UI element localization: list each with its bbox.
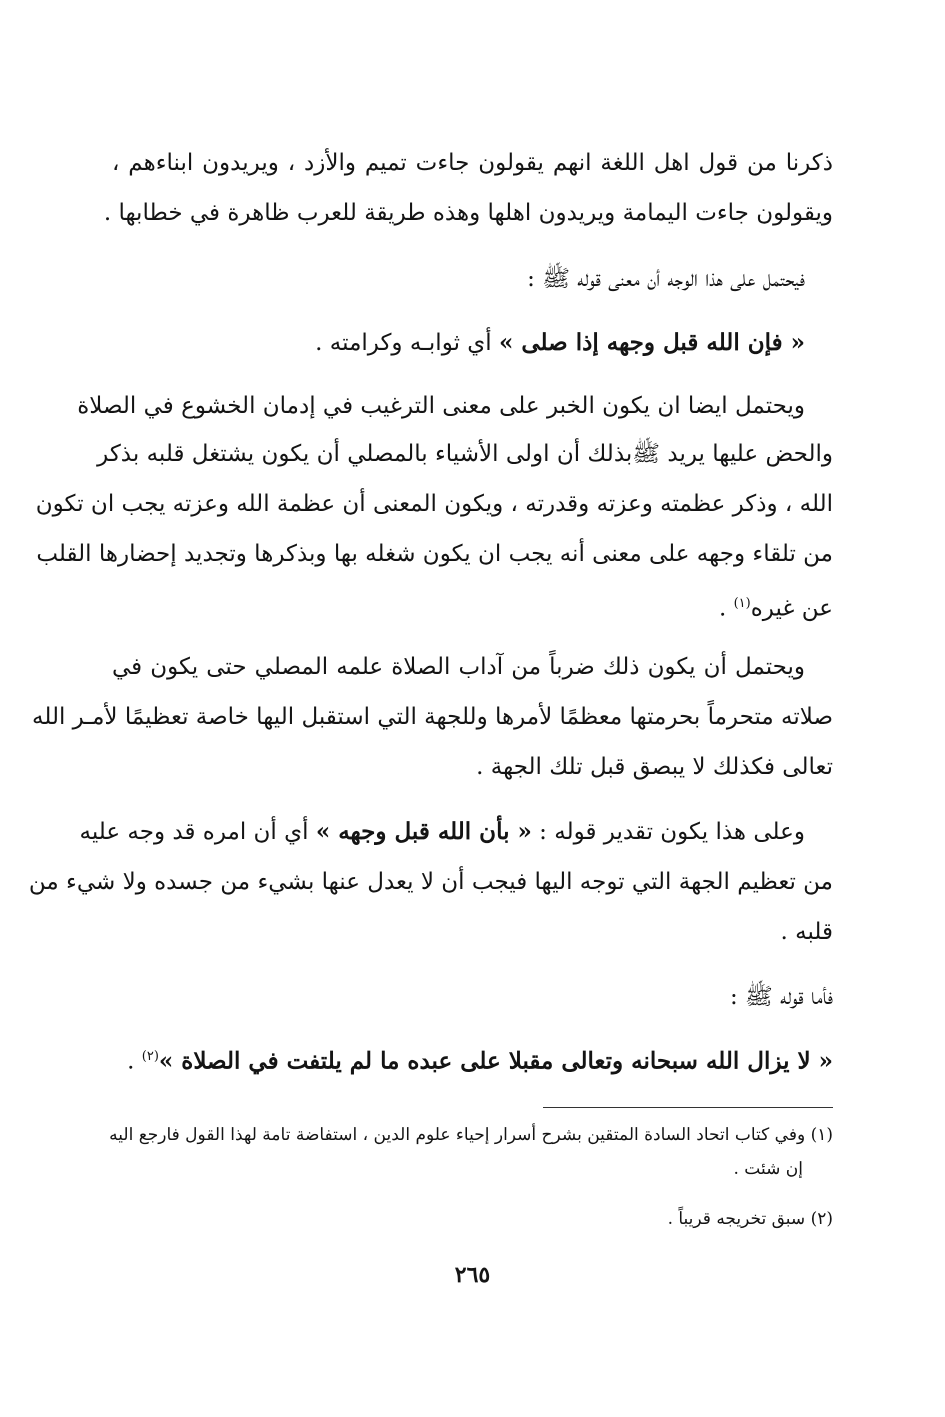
hadith-quote-line	[112, 326, 805, 360]
text-line: قلبه .	[780, 919, 833, 945]
text-line: صلاته متحرماً بحرمتها معظمًا لأمرها وللجهة التي استقبل اليها خاصة تعظيمًا لأمـر الله	[32, 704, 833, 730]
text-line: فأما قوله ﷺ :	[729, 984, 833, 1010]
text-line: ويقولون جاءت اليمامة ويريدون اهلها وهذه طريقة للعرب ظاهرة في خطابها .	[103, 200, 833, 226]
text-line: ويحتمل ايضا ان يكون الخبر على معنى الترغيب في إدمان الخشوع في الصلاة	[77, 393, 805, 419]
text-span: وعلى هذا يكون تقدير قوله :	[531, 819, 805, 845]
text-line: فيحتمل على هذا الوجه أن معنى قوله ﷺ :	[527, 266, 805, 292]
footnote-marker: (٢)	[141, 1049, 159, 1064]
text-line	[79, 815, 805, 849]
text-span: أي ثوابـه وكرامته .	[315, 330, 499, 356]
footnote-divider	[543, 1107, 833, 1108]
footnote-line: (٢) سبق تخريجه قريباً .	[667, 1209, 833, 1229]
text-line: ويحتمل أن يكون ذلك ضرباً من آداب الصلاة علمه المصلي حتى يكون في	[112, 654, 805, 680]
text-line: من تعظيم الجهة التي توجه اليها فيجب أن لا يعدل عنها بشيء من جسده ولا شيء من	[28, 869, 833, 895]
text-span: عن غيره	[750, 595, 833, 622]
hadith-quote: « لا يزال الله سبحانه وتعالى مقبلا على عبده ما لم يلتفت في الصلاة »	[158, 1047, 833, 1075]
text-line: من تلقاء وجهه على معنى أنه يجب ان يكون شغله بها وبذكرها وتجديد إحضارها القلب	[36, 541, 833, 567]
text-line: تعالى فكذلك لا يبصق قبل تلك الجهة .	[476, 754, 833, 780]
text-span: .	[718, 595, 734, 622]
text-span: .	[127, 1048, 142, 1075]
text-line	[112, 587, 833, 621]
text-line: والحض عليها يريد ﷺبذلك أن اولى الأشياء بالمصلي أن يكون يشتغل قلبه بذكر	[97, 441, 833, 467]
footnote-line: (١) وفي كتاب اتحاد السادة المتقين بشرح أسرار إحياء علوم الدين ، استفاضة تامة لهذا القول فارجع اليه	[109, 1125, 833, 1145]
hadith-quote-line	[112, 1040, 833, 1074]
footnote-marker: (١)	[733, 596, 751, 611]
footnote-line: إن شئت .	[733, 1159, 803, 1179]
hadith-quote: « بأن الله قبل وجهه »	[315, 818, 532, 845]
text-line: ذكرنا من قول اهل اللغة انهم يقولون جاءت تميم والأزد ، ويريدون ابناءهم ،	[112, 150, 833, 176]
text-span: أي أن امره قد وجه عليه	[79, 819, 316, 845]
hadith-quote: « فإن الله قبل وجهه إذا صلى »	[499, 329, 805, 356]
page-number: ٢٦٥	[454, 1262, 491, 1288]
text-line: الله ، وذكر عظمته وعزته وقدرته ، ويكون المعنى أن عظمة الله وعزته يجب ان تكون	[35, 491, 833, 517]
